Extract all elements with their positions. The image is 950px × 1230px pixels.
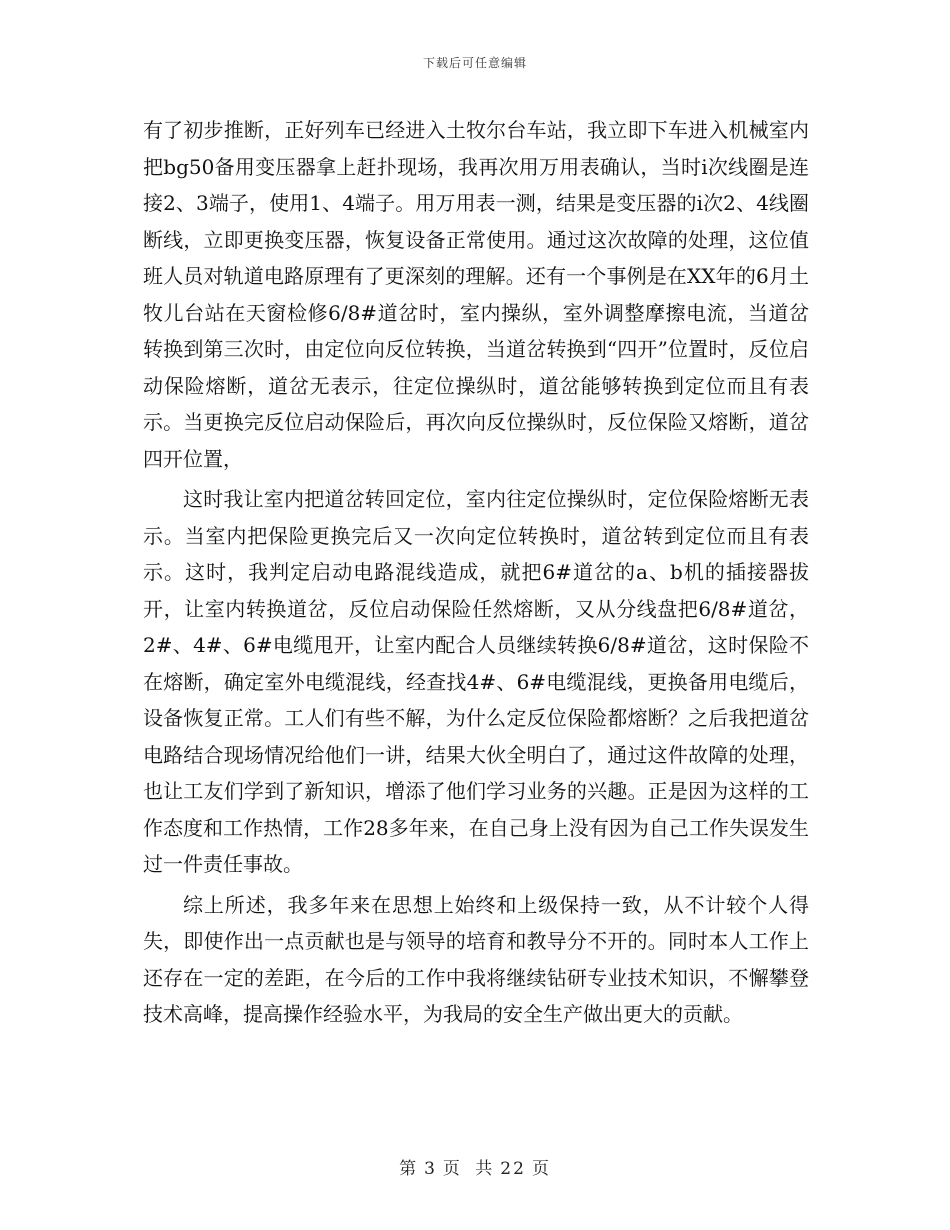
current-page-number: 3 [424, 1159, 437, 1179]
total-pages-number: 22 [500, 1159, 526, 1179]
paragraph-1: 有了初步推断，正好列车已经进入土牧尔台车站，我立即下车进入机械室内把bg50备用变压器拿上赶扑现场，我再次用万用表确认，当时i次线圈是连接2、3端子，使用1、4端子。用万用表一测，结果是变压器的i次2、4线圈断线，立即更换变压器，恢复设备正常使用。通过这次故障的处理，这位值班人员对轨道电路原理有了更深刻的理解。还有一个事例是在XX年的6月土牧儿台站在天窗检修6/8#道岔时，室内操纵，室外调整摩擦电流，当道岔转换到第三次时，由定位向反位转换，当道岔转换到“四开”位置时，反位启动保险熔断，道岔无表示，往定位操纵时，道岔能够转换到定位而且有表示。当更换完反位启动保险后，再次向反位操纵时，反位保险又熔断，道岔四开位置， [143, 118, 809, 471]
paragraph-3: 综上所述，我多年来在思想上始终和上级保持一致，从不计较个人得失，即使作出一点贡献也是与领导的培育和教导分不开的。同时本人工作上还存在一定的差距，在今后的工作中我将继续钻研专业技术知识，不懈攀登技术高峰，提高操作经验水平，为我局的安全生产做出更大的贡献。 [143, 892, 809, 1026]
footer-prefix: 第 [399, 1159, 419, 1179]
document-body [143, 112, 809, 1033]
page-footer [0, 1154, 950, 1179]
footer-suffix: 页 [531, 1159, 551, 1179]
footer-middle: 页 共 [442, 1159, 495, 1179]
page-header: 下载后可任意编辑 [422, 56, 527, 70]
paragraph-2: 这时我让室内把道岔转回定位，室内往定位操纵时，定位保险熔断无表示。当室内把保险更换完后又一次向定位转换时，道岔转到定位而且有表示。这时，我判定启动电路混线造成，就把6#道岔的a、b机的插接器拔开，让室内转换道岔，反位启动保险任然熔断，又从分线盘把6/8#道岔，2#、4#、6#电缆甩开，让室内配合人员继续转换6/8#道岔，这时保险不在熔断，确定室外电缆混线，经查找4#、6#电缆混线，更换备用电缆后，设备恢复正常。工人们有些不解，为什么定反位保险都熔断？之后我把道岔电路结合现场情况给他们一讲，结果大伙全明白了，通过这件故障的处理，也让工友们学到了新知识，增添了他们学习业务的兴趣。正是因为这样的工作态度和工作热情，工作28多年来，在自己身上没有因为自己工作失误发生过一件责任事故。 [143, 487, 809, 876]
